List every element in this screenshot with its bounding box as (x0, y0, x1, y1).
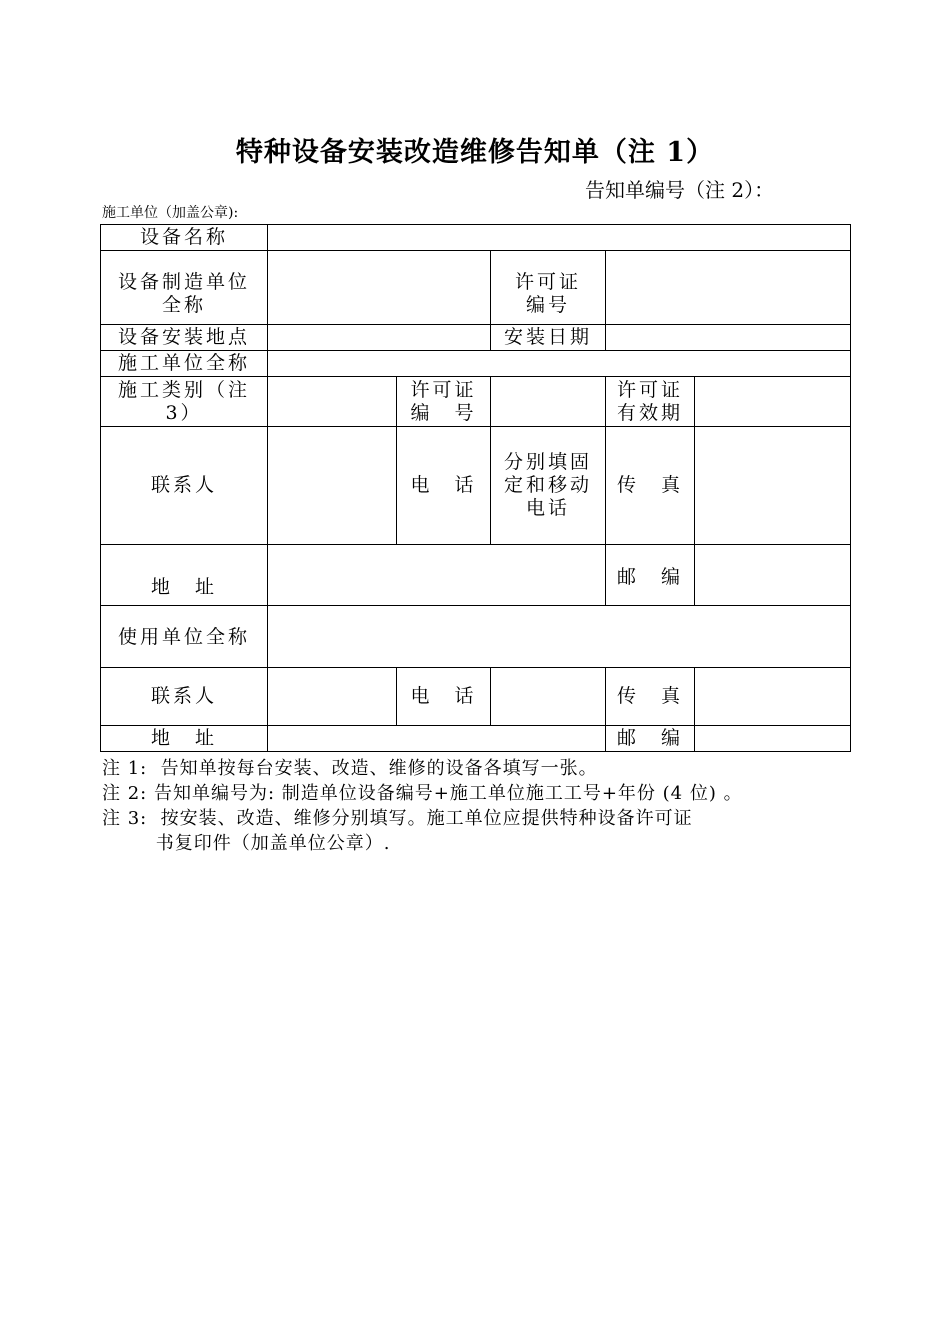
user-name-field[interactable] (268, 606, 851, 668)
license-no-label (397, 377, 491, 427)
construction-type-line2: 3） (165, 402, 203, 424)
manufacturer-label-line1: 设备制造单位 (117, 271, 250, 293)
footnotes (102, 756, 743, 856)
row-user-address (101, 726, 851, 752)
install-location-field[interactable] (268, 325, 491, 351)
manufacturer-label (101, 251, 268, 325)
install-date-field[interactable] (606, 325, 851, 351)
user-name-label: 使用单位全称 (101, 606, 268, 668)
user-address-label: 地 址 (101, 726, 268, 752)
notification-form-table (100, 224, 851, 752)
mfr-license-label-line2: 编号 (525, 294, 570, 316)
footnote-1: 注 1: 告知单按每台安装、改造、维修的设备各填写一张。 (102, 758, 598, 779)
license-no-line2: 编 号 (410, 402, 477, 424)
contact-label: 联系人 (101, 427, 268, 545)
license-validity-label (606, 377, 695, 427)
mfr-license-label (491, 251, 606, 325)
construction-unit-label: 施工单位（加盖公章): (102, 205, 239, 221)
constructor-name-field[interactable] (268, 351, 851, 377)
license-no-line1: 许可证 (410, 379, 477, 401)
user-fax-field[interactable] (695, 668, 851, 726)
postcode-label: 邮 编 (606, 545, 695, 606)
notice-number-label: 告知单编号（注 2）： (585, 178, 775, 202)
construction-type-line1: 施工类别（注 (117, 379, 250, 401)
user-address-field[interactable] (268, 726, 606, 752)
manufacturer-field[interactable] (268, 251, 491, 325)
license-validity-line1: 许可证 (616, 379, 683, 401)
user-phone-field[interactable] (491, 668, 606, 726)
user-postcode-field[interactable] (695, 726, 851, 752)
contact-field[interactable] (268, 427, 397, 545)
phone-note-line1: 分别填固 (503, 451, 592, 473)
mfr-license-field[interactable] (606, 251, 851, 325)
row-install-location (101, 325, 851, 351)
row-constructor-name (101, 351, 851, 377)
row-contact (101, 427, 851, 545)
row-construction-type (101, 377, 851, 427)
equipment-name-label: 设备名称 (101, 225, 268, 251)
postcode-field[interactable] (695, 545, 851, 606)
manufacturer-label-line2: 全称 (161, 294, 206, 316)
user-contact-field[interactable] (268, 668, 397, 726)
phone-label: 电 话 (397, 427, 491, 545)
equipment-name-field[interactable] (268, 225, 851, 251)
user-phone-label: 电 话 (397, 668, 491, 726)
footnote-3-continued: 书复印件（加盖单位公章）. (102, 833, 391, 854)
address-field[interactable] (268, 545, 606, 606)
row-user-name (101, 606, 851, 668)
phone-note-line3: 电话 (525, 497, 570, 519)
user-postcode-label: 邮 编 (606, 726, 695, 752)
row-equipment-name (101, 225, 851, 251)
user-fax-label: 传 真 (606, 668, 695, 726)
row-address (101, 545, 851, 606)
footnote-3: 注 3: 按安装、改造、维修分别填写。施工单位应提供特种设备许可证 (102, 808, 693, 829)
row-manufacturer (101, 251, 851, 325)
install-date-label: 安装日期 (491, 325, 606, 351)
constructor-name-label: 施工单位全称 (101, 351, 268, 377)
install-location-label: 设备安装地点 (101, 325, 268, 351)
phone-note (491, 427, 606, 545)
fax-field[interactable] (695, 427, 851, 545)
license-validity-line2: 有效期 (616, 402, 683, 424)
page-title: 特种设备安装改造维修告知单（注 1） (235, 137, 715, 168)
user-contact-label: 联系人 (101, 668, 268, 726)
construction-type-field[interactable] (268, 377, 397, 427)
footnote-2: 注 2: 告知单编号为: 制造单位设备编号+施工单位施工工号+年份 (4 位) 。 (102, 783, 743, 804)
fax-label: 传 真 (606, 427, 695, 545)
license-validity-field[interactable] (695, 377, 851, 427)
mfr-license-label-line1: 许可证 (514, 271, 581, 293)
row-user-contact (101, 668, 851, 726)
address-label: 地 址 (101, 545, 268, 606)
construction-type-label (101, 377, 268, 427)
license-no-field[interactable] (491, 377, 606, 427)
phone-note-line2: 定和移动 (503, 474, 592, 496)
